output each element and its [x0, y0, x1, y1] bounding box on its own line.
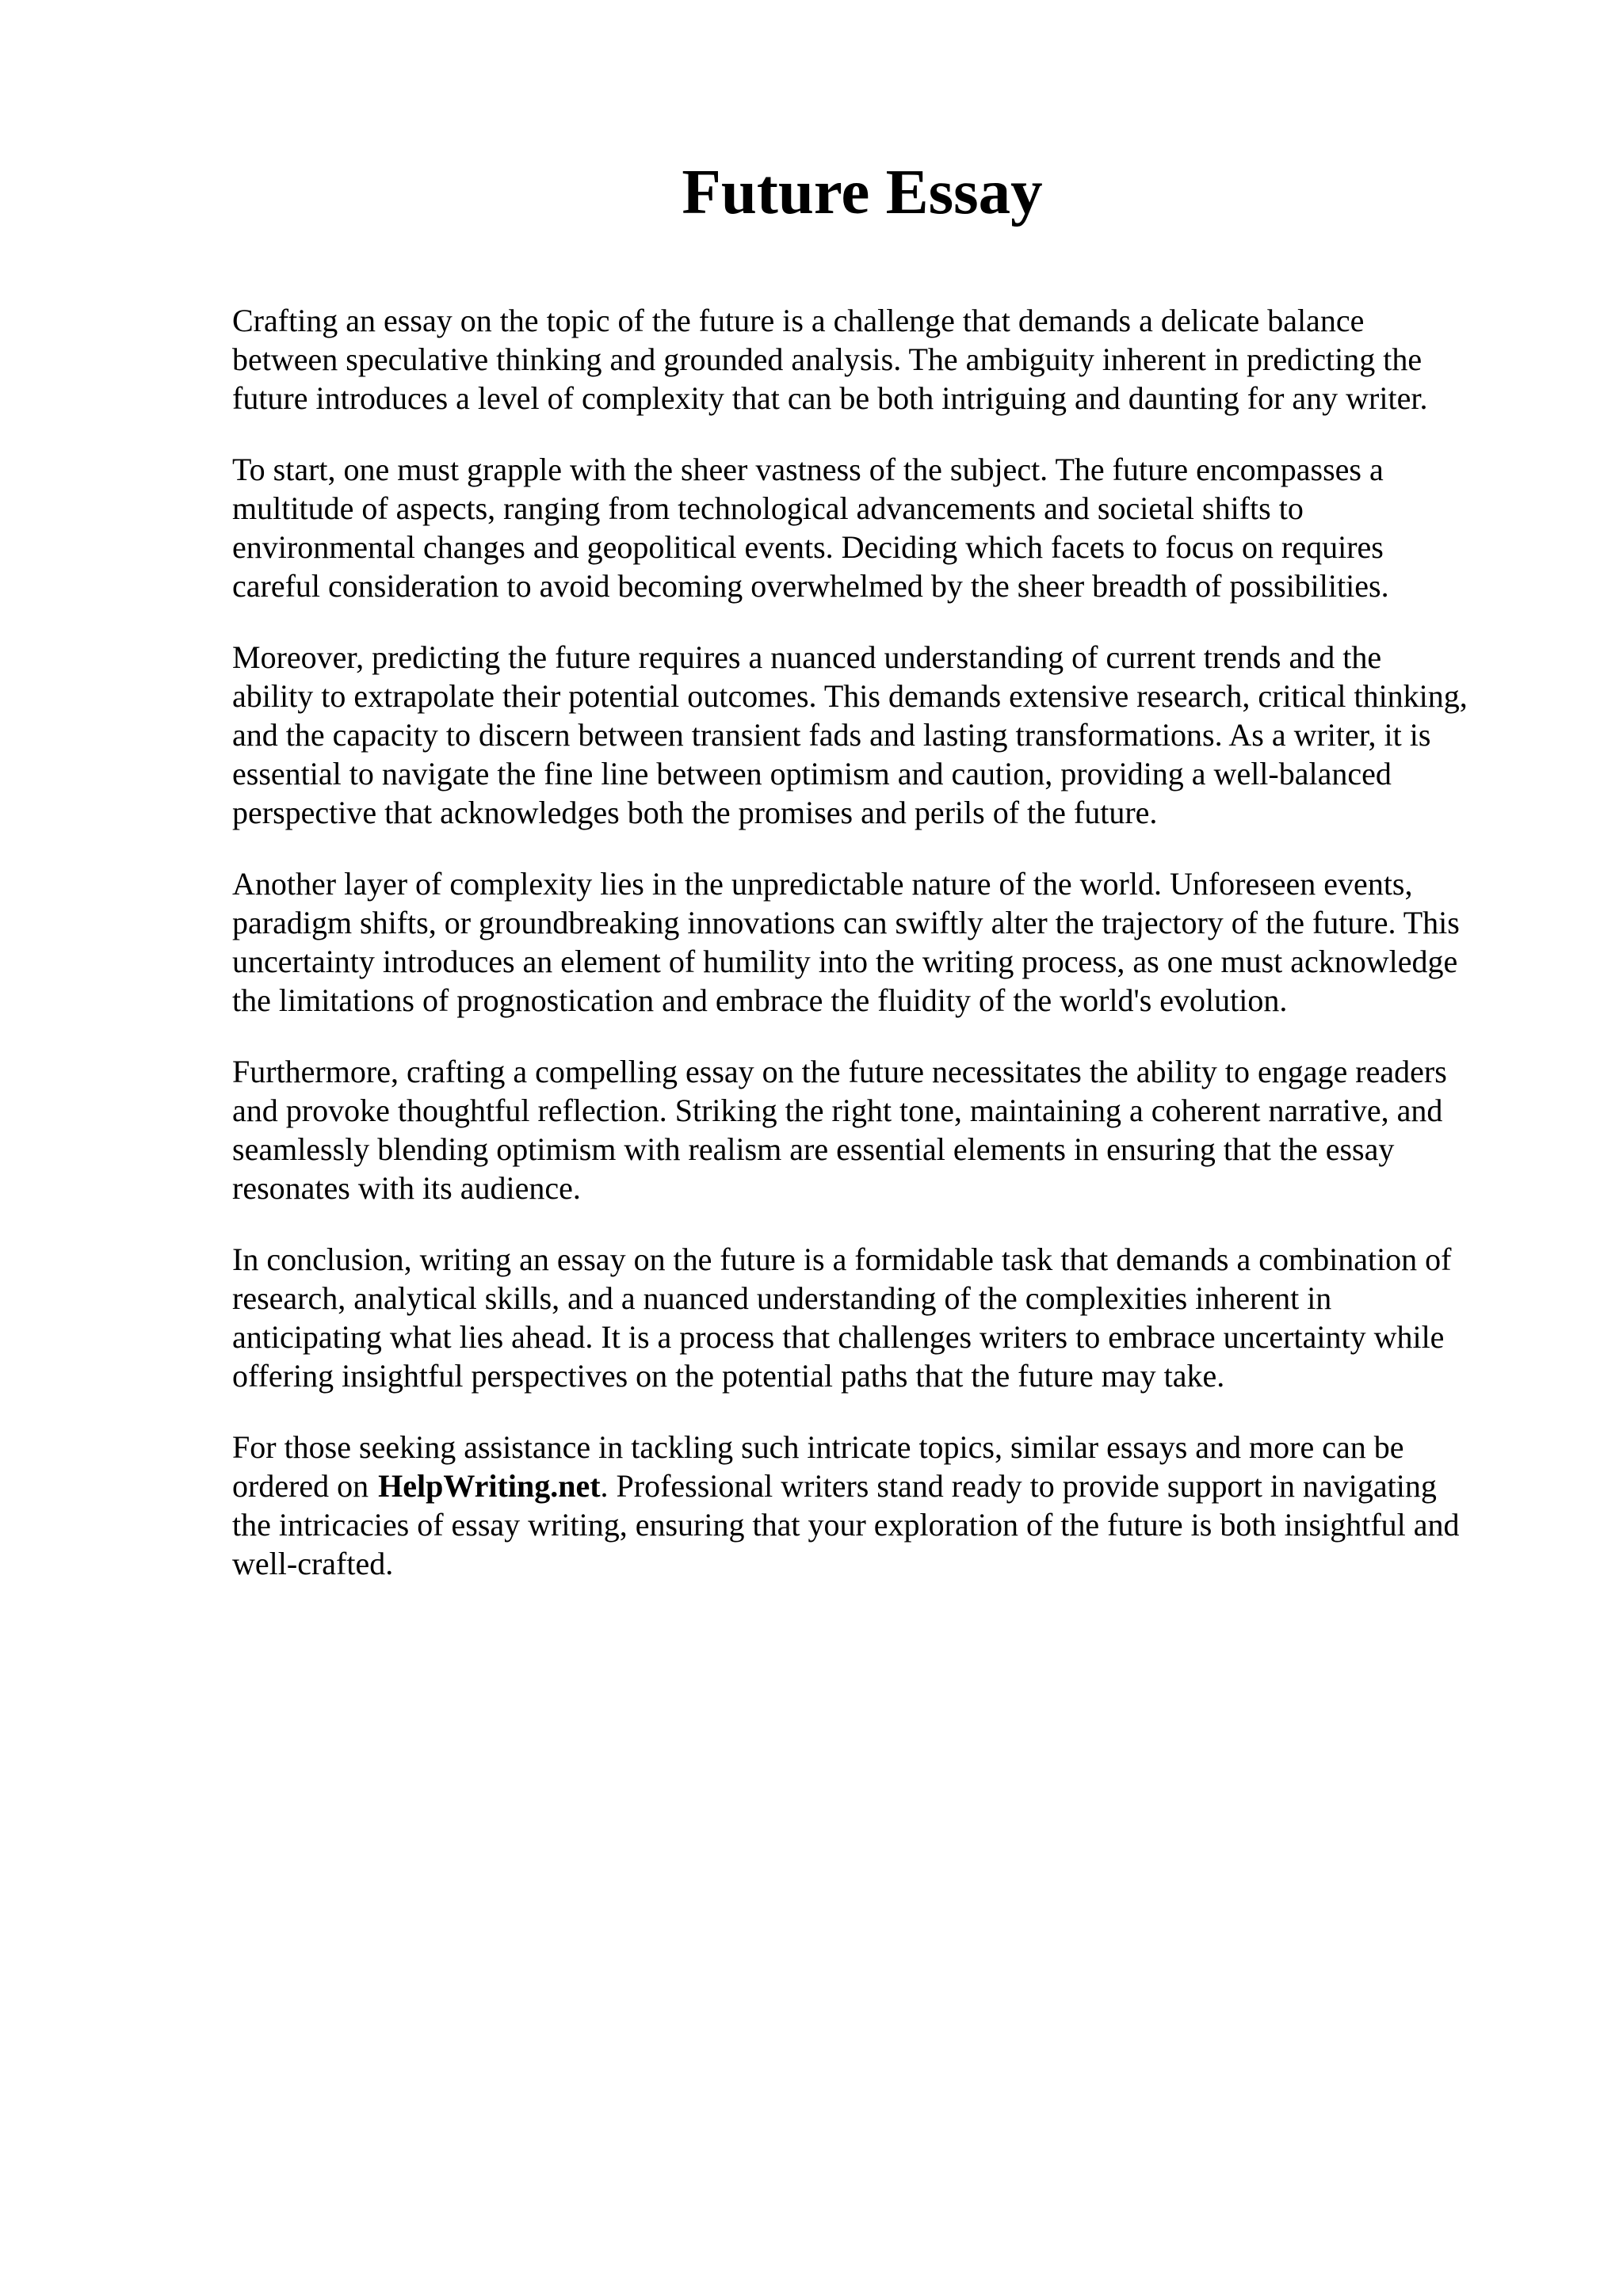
text-line: resonates with its audience. [232, 1170, 581, 1206]
text-line: environmental changes and geopolitical events. Deciding which facets to focus on requires [232, 529, 1384, 565]
text-segment: ordered on [232, 1468, 369, 1504]
text-line: essential to navigate the fine line between optimism and caution, providing a well-balanced [232, 756, 1392, 791]
text-line: ability to extrapolate their potential outcomes. This demands extensive research, critical thinking, [232, 678, 1468, 714]
text-line: well-crafted. [232, 1546, 394, 1581]
text-line: future introduces a level of complexity that can be both intriguing and daunting for any writer. [232, 380, 1428, 416]
paragraph-conclusion [232, 1240, 1516, 1395]
paragraph-vastness [232, 450, 1516, 605]
text-line: uncertainty introduces an element of humility into the writing process, as one must acknowledge [232, 944, 1458, 979]
text-line: multitude of aspects, ranging from technological advancements and societal shifts to [232, 490, 1304, 526]
paragraph-intro [232, 301, 1516, 418]
text-line: For those seeking assistance in tackling such intricate topics, similar essays and more can be [232, 1429, 1404, 1465]
text-line: careful consideration to avoid becoming overwhelmed by the sheer breadth of possibilities. [232, 568, 1389, 604]
essay-body [232, 301, 1516, 1615]
text-line: Crafting an essay on the topic of the future is a challenge that demands a delicate balance [232, 303, 1365, 338]
text-line: the intricacies of essay writing, ensuring that your exploration of the future is both insightful and [232, 1507, 1460, 1543]
text-line-with-link [232, 1466, 1516, 1505]
text-line: In conclusion, writing an essay on the future is a formidable task that demands a combination of [232, 1241, 1452, 1277]
text-line: and the capacity to discern between transient fads and lasting transformations. As a writer, it is [232, 717, 1431, 753]
text-line: Furthermore, crafting a compelling essay on the future necessitates the ability to engage readers [232, 1054, 1447, 1089]
page-title: Future Essay [682, 156, 1043, 227]
text-line: paradigm shifts, or groundbreaking innovations can swiftly alter the trajectory of the future. This [232, 905, 1460, 940]
text-line: Moreover, predicting the future requires a nuanced understanding of current trends and the [232, 639, 1382, 675]
text-line: anticipating what lies ahead. It is a process that challenges writers to embrace uncertainty while [232, 1319, 1445, 1355]
text-line: To start, one must grapple with the sheer vastness of the subject. The future encompasses a [232, 452, 1384, 487]
text-line: research, analytical skills, and a nuanced understanding of the complexities inherent in [232, 1280, 1332, 1316]
text-line: between speculative thinking and grounded analysis. The ambiguity inherent in predicting the [232, 341, 1423, 377]
text-line: seamlessly blending optimism with realism are essential elements in ensuring that the essay [232, 1131, 1395, 1167]
paragraph-unpredictability [232, 864, 1516, 1020]
text-segment: . Professional writers stand ready to provide support in navigating [600, 1468, 1437, 1504]
text-line: Another layer of complexity lies in the unpredictable nature of the world. Unforeseen events, [232, 866, 1413, 902]
helpwriting-link[interactable]: HelpWriting.net [378, 1468, 601, 1504]
text-line: and provoke thoughtful reflection. Striking the right tone, maintaining a coherent narrative, and [232, 1093, 1443, 1128]
paragraph-closing [232, 1428, 1516, 1583]
paragraph-engagement [232, 1052, 1516, 1207]
text-line: offering insightful perspectives on the potential paths that the future may take. [232, 1358, 1225, 1394]
paragraph-trends [232, 638, 1516, 832]
text-line: perspective that acknowledges both the promises and perils of the future. [232, 795, 1158, 830]
text-line: the limitations of prognostication and embrace the fluidity of the world's evolution. [232, 982, 1288, 1018]
